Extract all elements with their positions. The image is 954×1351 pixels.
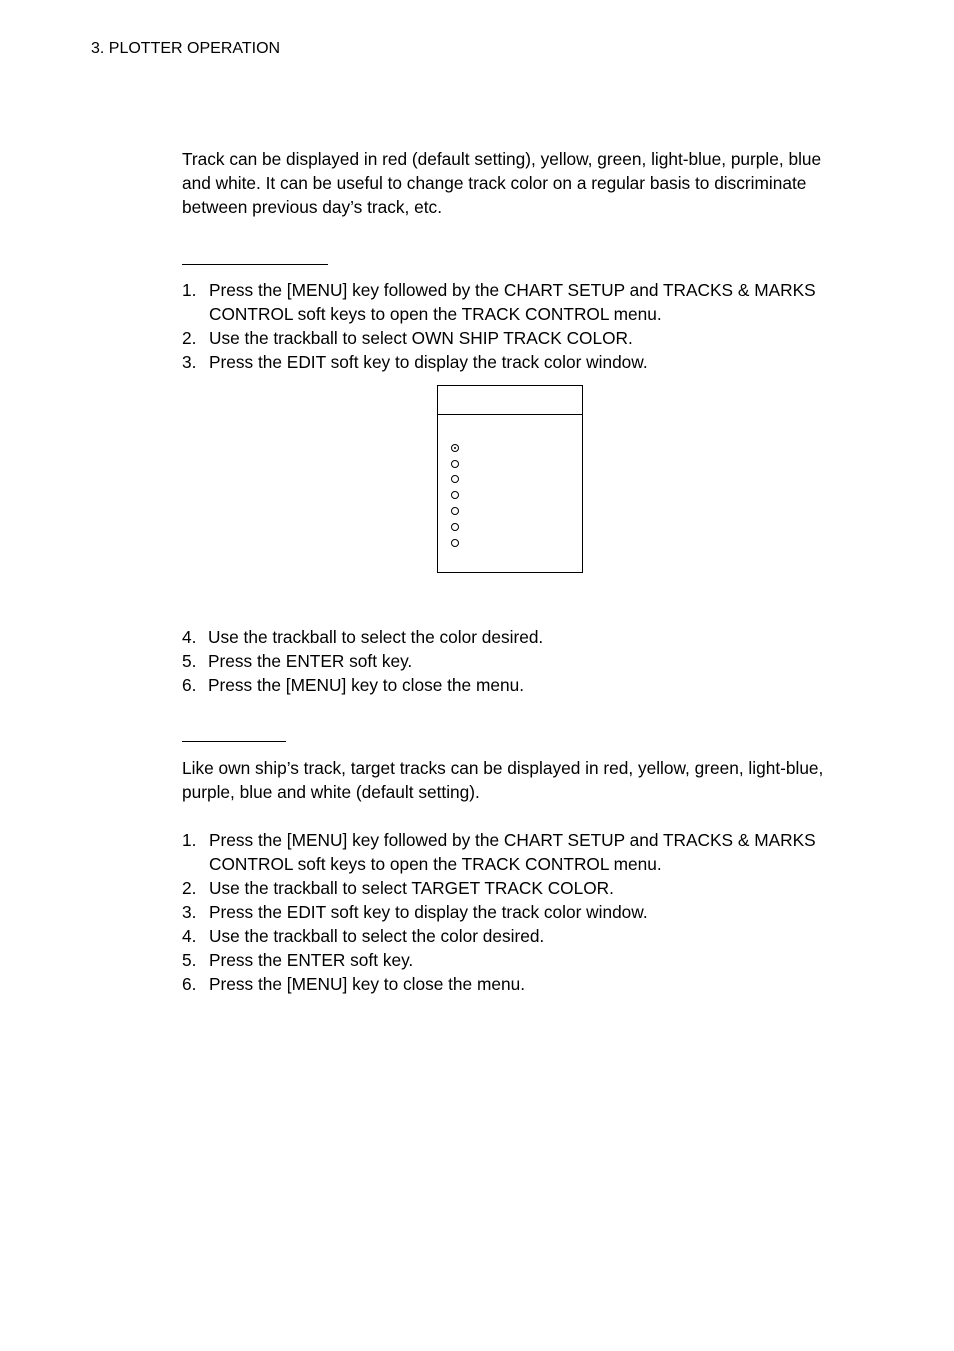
radio-selected-icon[interactable] xyxy=(451,444,459,452)
color-option[interactable] xyxy=(451,519,459,535)
own-ship-steps-before xyxy=(182,278,842,374)
list-item xyxy=(182,673,842,697)
list-item xyxy=(182,876,842,900)
own-ship-steps-after xyxy=(182,625,842,697)
step-number: 6. xyxy=(182,974,197,994)
list-item xyxy=(182,649,842,673)
intro-paragraph: Track can be displayed in red (default setting), yellow, green, light-blue, purple, blue and white. It can be useful to change track color on a regular basis to discriminate between previous day’s track, etc. xyxy=(182,149,822,217)
step-text: Use the trackball to select the color desired. xyxy=(208,627,544,647)
step-number: 1. xyxy=(182,830,197,850)
list-item xyxy=(182,972,842,996)
radio-icon[interactable] xyxy=(451,491,459,499)
step-text: Press the [MENU] key to close the menu. xyxy=(209,974,525,994)
radio-icon[interactable] xyxy=(451,539,459,547)
step-text: Press the [MENU] key followed by the CHART SETUP and TRACKS & MARKS CONTROL soft keys to open the TRACK CONTROL menu. xyxy=(209,830,816,874)
step-number: 3. xyxy=(182,352,197,372)
step-number: 4. xyxy=(182,926,197,946)
step-number: 2. xyxy=(182,878,197,898)
color-option[interactable] xyxy=(451,472,459,488)
radio-icon[interactable] xyxy=(451,523,459,531)
step-text: Press the [MENU] key followed by the CHART SETUP and TRACKS & MARKS CONTROL soft keys to open the TRACK CONTROL menu. xyxy=(209,280,816,324)
list-item xyxy=(182,278,842,326)
target-steps xyxy=(182,828,842,996)
step-number: 1. xyxy=(182,280,197,300)
radio-icon[interactable] xyxy=(451,475,459,483)
step-text: Press the EDIT soft key to display the track color window. xyxy=(209,352,648,372)
step-number: 4. xyxy=(182,627,197,647)
running-header: 3. PLOTTER OPERATION xyxy=(91,40,281,57)
target-paragraph: Like own ship’s track, target tracks can be displayed in red, yellow, green, light-blue, purple, blue and white (default setting). xyxy=(182,758,824,802)
list-item xyxy=(182,326,842,350)
section-heading-rule-target xyxy=(182,741,286,742)
step-number: 5. xyxy=(182,950,197,970)
list-item xyxy=(182,924,842,948)
radio-icon[interactable] xyxy=(451,507,459,515)
radio-icon[interactable] xyxy=(451,460,459,468)
color-option[interactable] xyxy=(451,440,459,456)
color-option[interactable] xyxy=(451,456,459,472)
color-option[interactable] xyxy=(451,535,459,551)
step-text: Use the trackball to select TARGET TRACK COLOR. xyxy=(209,878,614,898)
list-item xyxy=(182,900,842,924)
track-color-window-title-bar xyxy=(438,386,582,415)
step-number: 2. xyxy=(182,328,197,348)
step-text: Press the ENTER soft key. xyxy=(208,651,413,671)
step-text: Press the EDIT soft key to display the track color window. xyxy=(209,902,648,922)
step-number: 5. xyxy=(182,651,197,671)
step-number: 3. xyxy=(182,902,197,922)
section-heading-rule-own-ship xyxy=(182,264,328,265)
color-option[interactable] xyxy=(451,503,459,519)
list-item xyxy=(182,350,842,374)
step-number: 6. xyxy=(182,675,197,695)
list-item xyxy=(182,828,842,876)
step-text: Press the [MENU] key to close the menu. xyxy=(208,675,524,695)
step-text: Press the ENTER soft key. xyxy=(209,950,414,970)
list-item xyxy=(182,948,842,972)
list-item xyxy=(182,625,842,649)
step-text: Use the trackball to select OWN SHIP TRACK COLOR. xyxy=(209,328,633,348)
track-color-window xyxy=(437,385,583,573)
color-option[interactable] xyxy=(451,487,459,503)
track-color-options xyxy=(451,440,459,551)
step-text: Use the trackball to select the color desired. xyxy=(209,926,545,946)
